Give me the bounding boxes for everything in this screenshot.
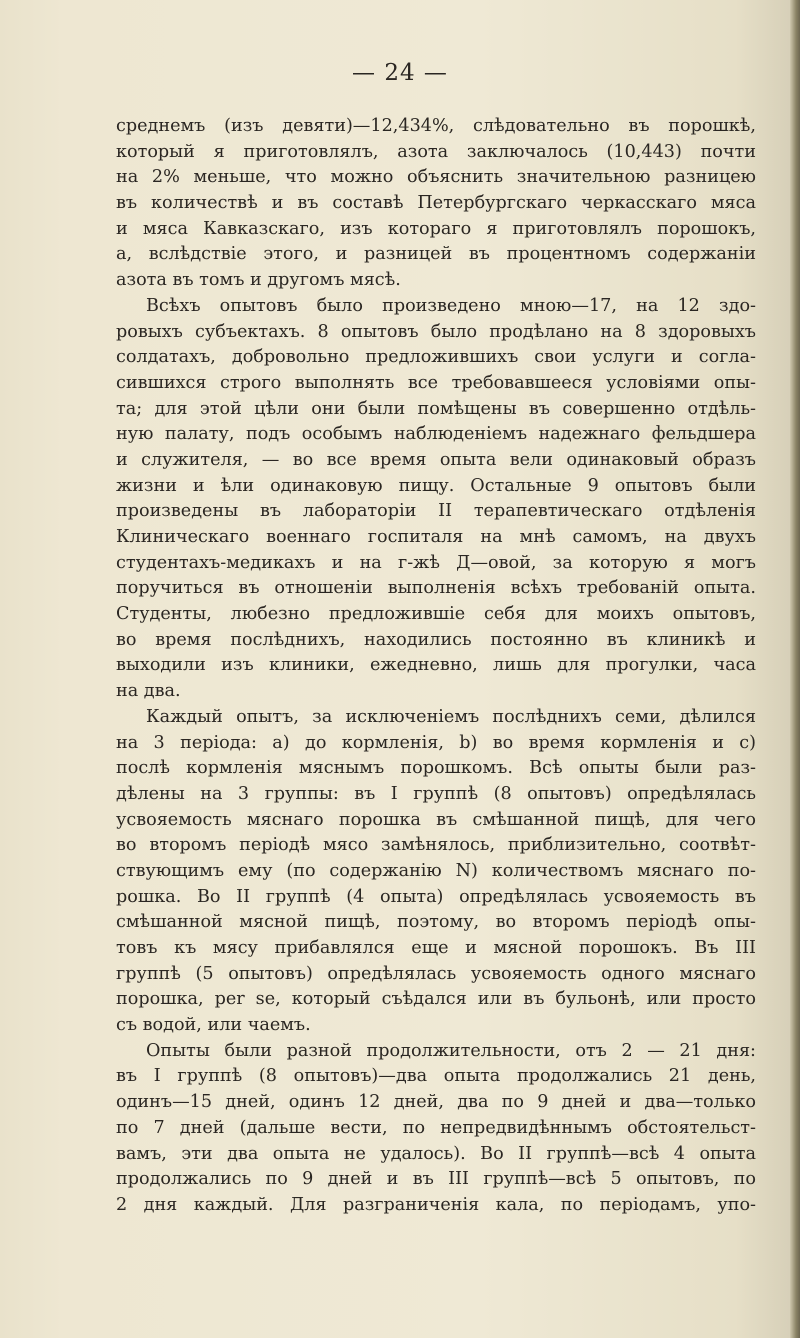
text-line: ровыхъ субъектахъ. 8 опытовъ было продѣлано на 8 здоровыхъ [116,321,756,342]
text-line: группѣ (5 опытовъ) опредѣлялась усвояемость одного мяснаго [116,963,756,984]
text-line: Опыты были разной продолжительности, отъ 2 — 21 дня: [146,1040,756,1061]
text-line: солдатахъ, добровольно предложившихъ свои услуги и согла- [116,347,756,368]
text-line: студентахъ-медикахъ и на г-жѣ Д—овой, за которую я могъ [116,552,756,573]
text-line: продолжались по 9 дней и въ III группѣ—всѣ 5 опытовъ, по [116,1169,756,1190]
text-line: Студенты, любезно предложившіе себя для моихъ опытовъ, [116,604,756,625]
text-line: и служителя, — во все время опыта вели одинаковый образъ [116,449,756,470]
text-line: послѣ кормленія мяснымъ порошкомъ. Всѣ опыты были раз- [116,758,756,779]
text-line: Всѣхъ опытовъ было произведено мною—17, на 12 здо- [146,295,756,316]
text-line: смѣшанной мясной пищѣ, поэтому, во второмъ періодѣ опы- [116,912,756,933]
text-line: въ I группѣ (8 опытовъ)—два опыта продолжались 21 день, [116,1066,756,1087]
text-line: 2 дня каждый. Для разграниченія кала, по періодамъ, упо- [116,1194,756,1215]
text-line: на два. [116,681,181,702]
text-line: съ водой, или чаемъ. [116,1015,311,1036]
text-line: порошка, per se, который съѣдался или въ бульонѣ, или просто [116,989,756,1010]
text-line: а, вслѣдствіе этого, и разницей въ процентномъ содержаніи [116,244,756,265]
text-line: который я приготовлялъ, азота заключалось (10,443) почти [116,141,756,162]
text-line: во время послѣднихъ, находились постоянно въ клиникѣ и [116,629,756,650]
page-number: — 24 — [352,60,448,86]
text-line: вамъ, эти два опыта не удалось). Во II группѣ—всѣ 4 опыта [116,1143,756,1164]
text-line: ную палату, подъ особымъ наблюденіемъ надежнаго фельдшера [116,424,756,445]
text-line: выходили изъ клиники, ежедневно, лишь для прогулки, часа [116,655,756,676]
text-line: произведены въ лабораторіи II терапевтическаго отдѣленія [116,501,756,522]
text-line: сившихся строго выполнять все требовавшееся условіями опы- [116,372,756,393]
text-line: Каждый опытъ, за исключеніемъ послѣднихъ семи, дѣлился [146,706,756,727]
text-line: ствующимъ ему (по содержанію N) количествомъ мяснаго по- [116,860,756,881]
text-line: въ количествѣ и въ составѣ Петербургскаго черкасскаго мяса [116,193,756,214]
text-line: среднемъ (изъ девяти)—12,434%, слѣдовательно въ порошкѣ, [116,116,756,136]
text-line: дѣлены на 3 группы: въ I группѣ (8 опытовъ) опредѣлялась [116,783,756,804]
text-line: жизни и ѣли одинаковую пищу. Остальные 9 опытовъ были [116,475,756,496]
text-line: товъ къ мясу прибавлялся еще и мясной порошокъ. Въ III [116,938,756,958]
text-line: во второмъ періодѣ мясо замѣнялось, приблизительно, соотвѣт- [116,835,756,856]
text-line: поручиться въ отношеніи выполненія всѣхъ требованій опыта. [116,578,756,599]
text-line: по 7 дней (дальше вести, по непредвидѣннымъ обстоятельст- [116,1117,756,1138]
text-line: усвояемость мяснаго порошка въ смѣшанной пищѣ, для чего [116,809,756,830]
text-line: на 2% меньше, что можно объяснить значительною разницею [116,167,756,188]
text-line: рошка. Во II группѣ (4 опыта) опредѣлялась усвояемость въ [116,886,756,907]
text-line: на 3 періода: а) до кормленія, b) во время кормленія и с) [116,732,756,753]
text-line: азота въ томъ и другомъ мясѣ. [116,270,401,291]
text-line: Клиническаго военнаго госпиталя на мнѣ самомъ, на двухъ [116,527,756,547]
page-edge-shadow [790,0,800,1338]
text-line: и мяса Кавказскаго, изъ котораго я приготовлялъ порошокъ, [116,218,756,239]
text-line: та; для этой цѣли они были помѣщены въ совершенно отдѣль- [116,398,756,419]
body-text [116,114,756,1219]
text-line: одинъ—15 дней, одинъ 12 дней, два по 9 дней и два—только [116,1092,756,1113]
